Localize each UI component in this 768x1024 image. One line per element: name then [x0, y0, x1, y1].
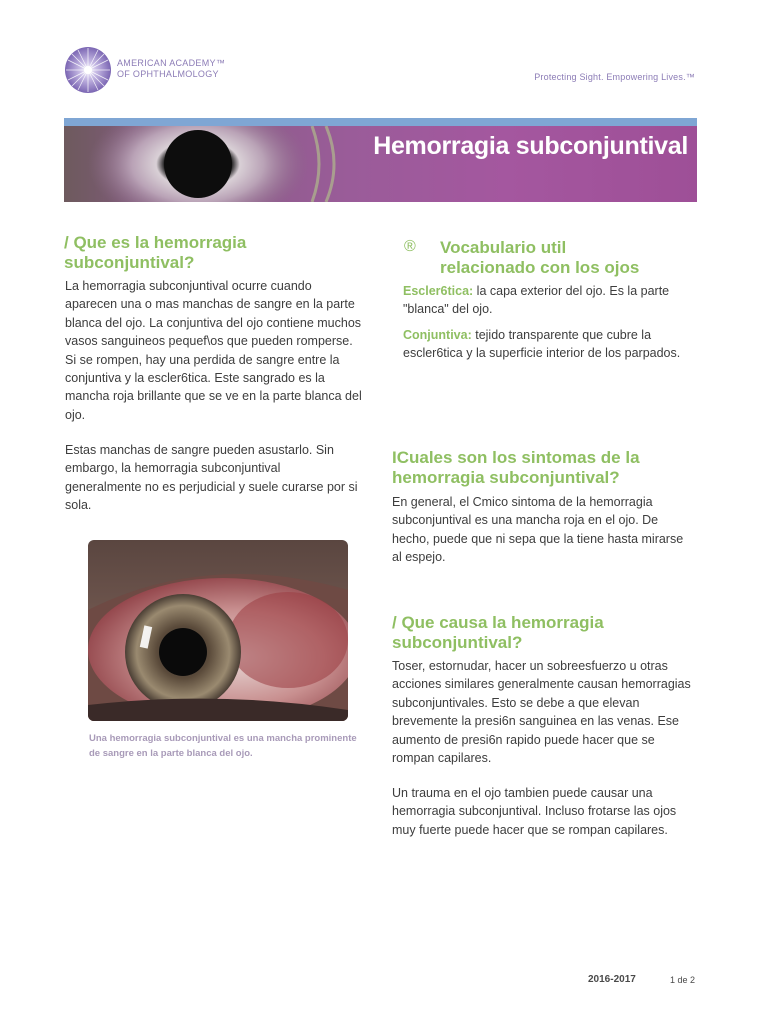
what-is-heading [64, 233, 364, 273]
title-banner [64, 118, 697, 202]
academy-logo-icon [64, 46, 112, 94]
vocabulary-heading-line-2: relacionado con los ojos [440, 258, 640, 277]
vocab-term-sclera: Escler6tica: [403, 284, 474, 298]
symptoms-paragraph: En general, el Cmico sintoma de la hemorragia subconjuntival es una mancha roja en el ojo. De hecho, puede que ni sepa que la tiene hasta mirarse al espejo. [392, 495, 684, 565]
org-line-2: OF OPHTHALMOLOGY [117, 69, 219, 79]
what-is-heading-line-2: subconjuntival? [64, 253, 195, 272]
footer-year: 2016-2017 [588, 974, 636, 985]
causes-heading [392, 613, 692, 653]
photo-caption: Una hemorragia subconjuntival es una mancha prominente de sangre en la parte blanca del ojo. [89, 733, 357, 759]
causes-heading-line-2: subconjuntival? [392, 633, 523, 652]
symptoms-heading-line-2: hemorragia subconjuntival? [392, 468, 620, 487]
vocabulary-icon: ® [404, 238, 416, 255]
vocab-def-sclera: la capa exterior del ojo. Es la parte "blanca" del ojo. [403, 284, 670, 317]
organization-name [117, 58, 225, 80]
vocab-term-conjunctiva: Conjuntiva: [403, 328, 472, 342]
banner-top-stripe [64, 118, 697, 126]
causes-paragraph-1: Toser, estornudar, hacer un sobreesfuerzo u otras acciones similares generalmente causan hemorragias subconjuntivales. Esto se debe a que elevan brevemente la presi6n sanguinea en las venas. Ese aumento de presi6n rapido puede hacer que se rompan capilares. [392, 659, 691, 766]
org-line-1: AMERICAN ACADEMY™ [117, 58, 226, 68]
what-is-heading-line-1: / Que es la hemorragia [64, 233, 247, 252]
reassurance-paragraph: Estas manchas de sangre pueden asustarlo. Sin embargo, la hemorragia subconjuntival generalmente no es perjudicial y suele curarse por si sola. [65, 443, 358, 513]
vocabulary-heading-line-1: Vocabulario util [440, 238, 567, 257]
vocabulary-heading [440, 238, 700, 278]
page-number: 1 de 2 [670, 975, 696, 985]
symptoms-heading-line-1: ICuales son los sintomas de la [392, 448, 640, 467]
causes-heading-line-1: / Que causa la hemorragia [392, 613, 604, 632]
vocab-sclera [403, 282, 693, 319]
eye-hemorrhage-photo [88, 540, 348, 721]
what-is-paragraph: La hemorragia subconjuntival ocurre cuando aparecen una o mas manchas de sangre en la parte blanca del ojo. La conjuntiva del ojo contiene muchos vasos sanguineos pequef\os que pueden romperse. Si se rompen, hay una perdida de sangre entre la conjuntiva y la escler6tica. Este sangrado es la mancha roja brillante que se ve en la parte blanca del ojo. [65, 279, 362, 422]
page-title: Hemorragia subconjuntival [373, 132, 688, 160]
tagline: Protecting Sight. Empowering Lives.™ [534, 72, 695, 82]
symptoms-heading [392, 448, 692, 488]
vocab-conjunctiva [403, 326, 693, 363]
vocab-def-conjunctiva: tejido transparente que cubre la escler6tica y la superficie interior de los parpados. [403, 328, 681, 361]
causes-paragraph-2: Un trauma en el ojo tambien puede causar una hemorragia subconjuntival. Incluso frotarse las ojos muy fuerte puede hacer que se rompan capilares. [392, 786, 677, 837]
